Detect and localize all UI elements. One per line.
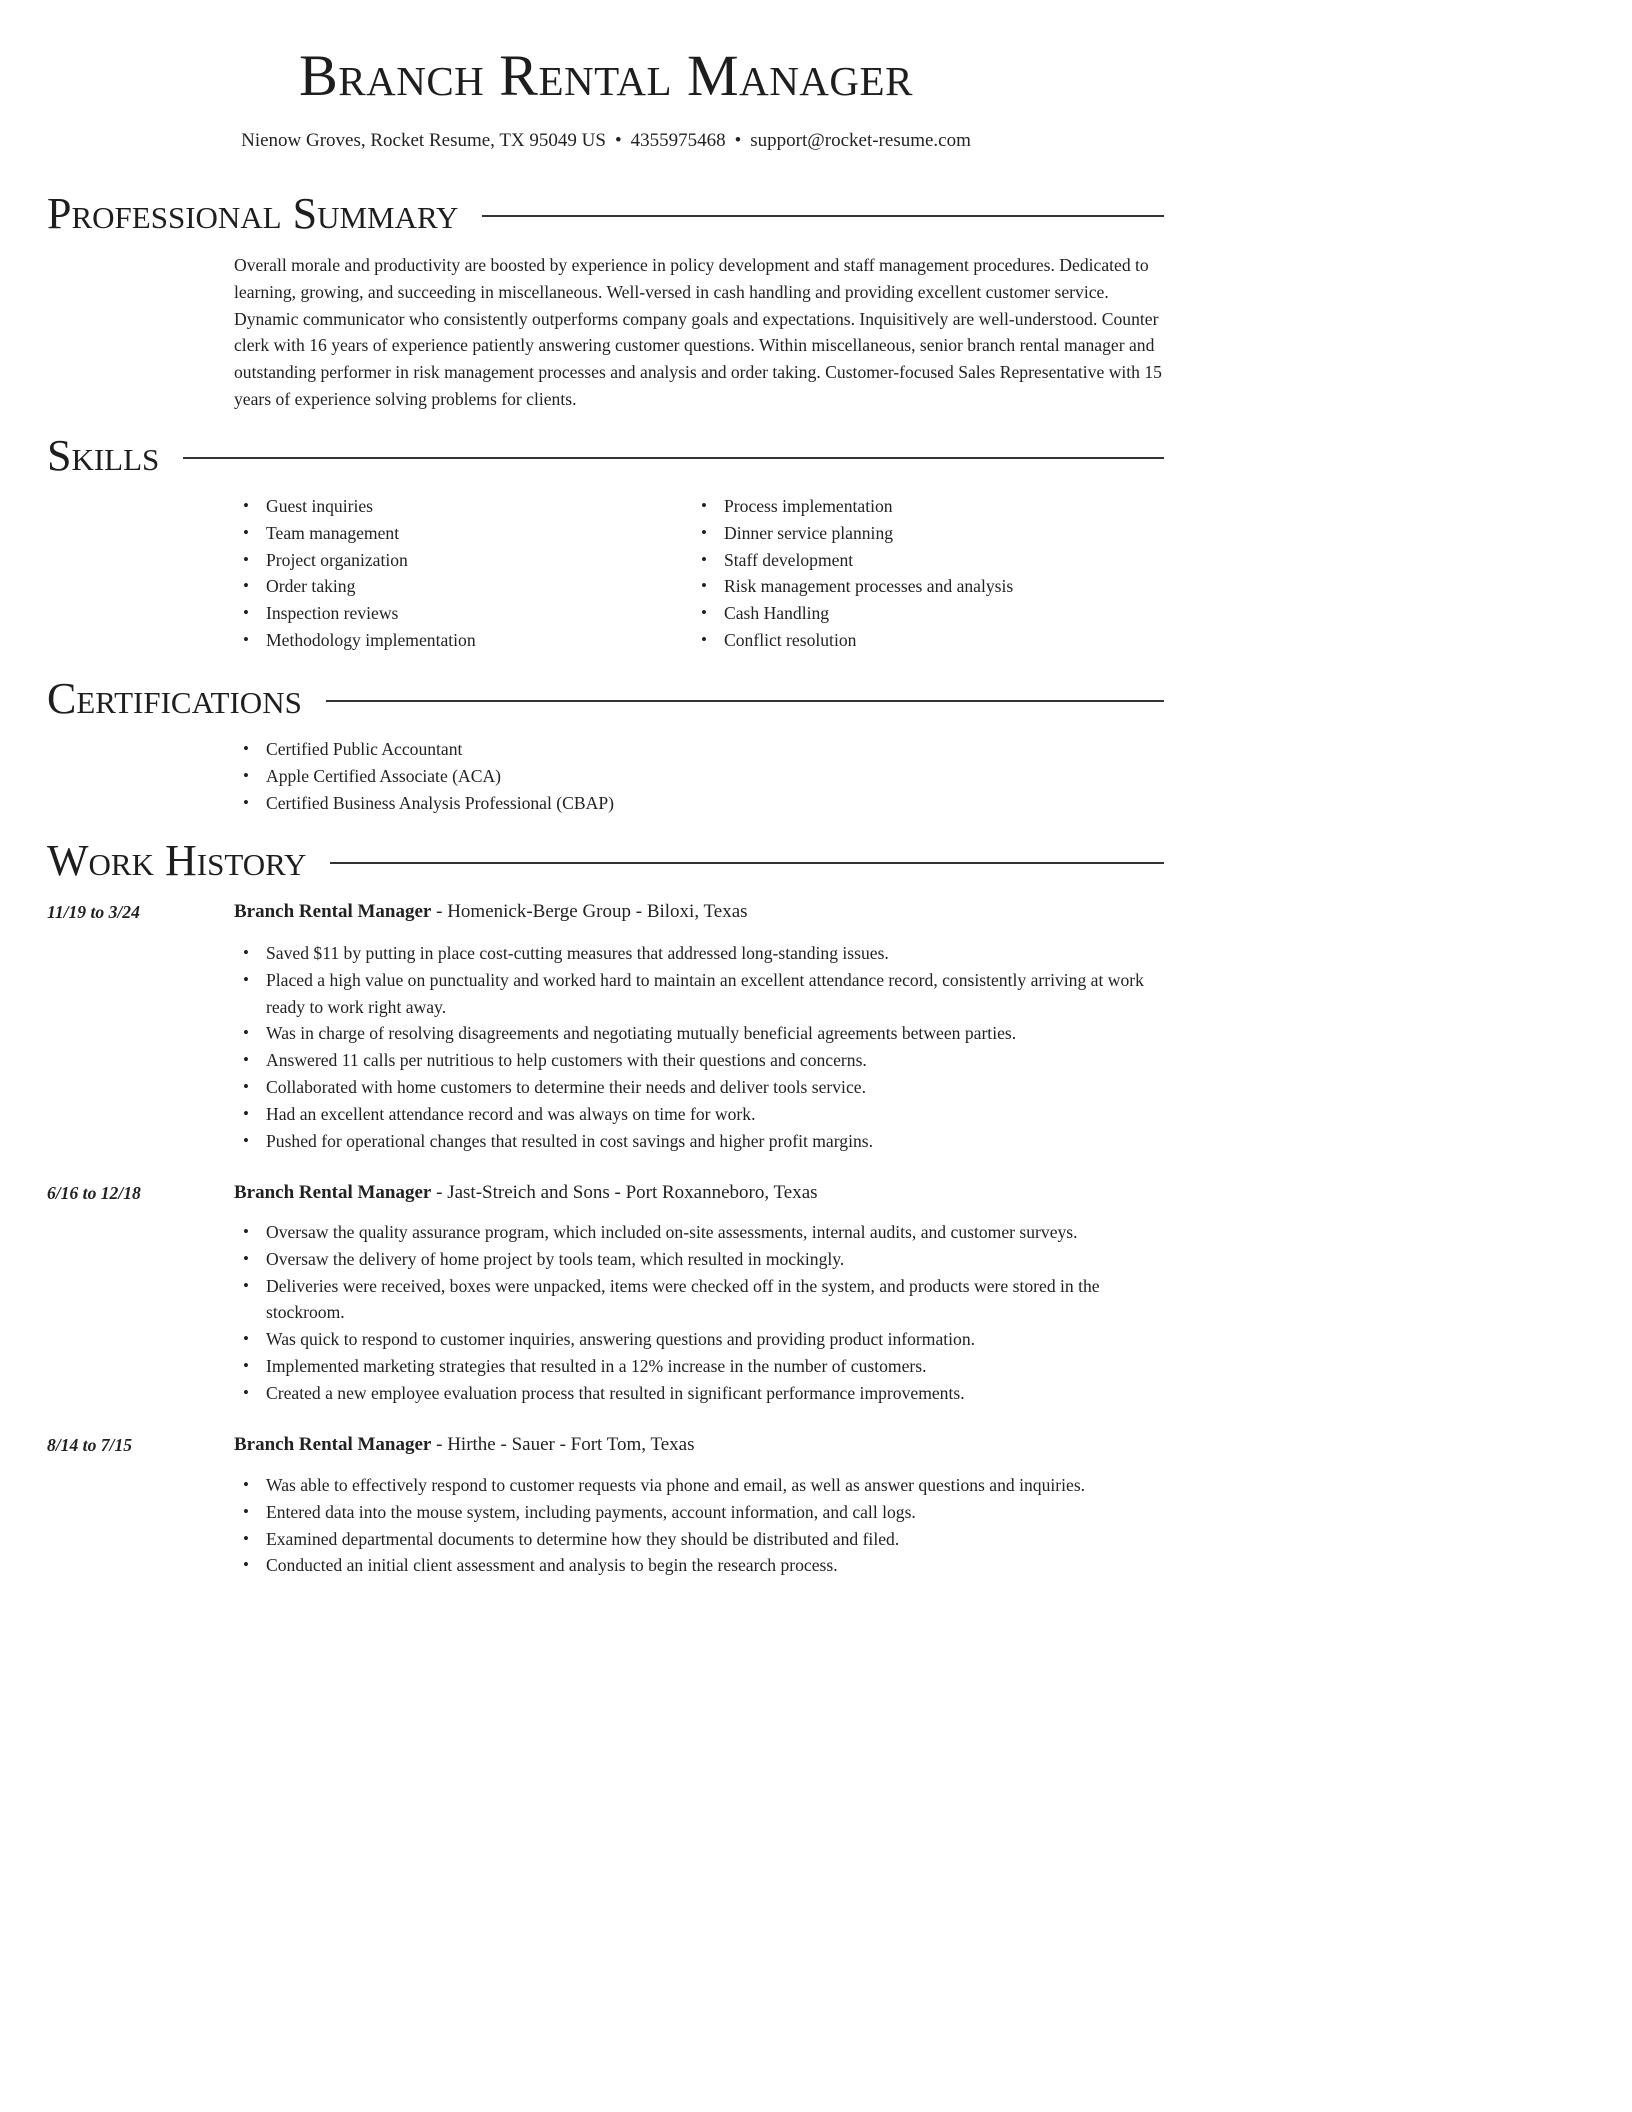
job-bullet: • Entered data into the mouse system, including payments, account information, and call logs. bbox=[234, 1499, 1164, 1526]
job-bullet: • Conducted an initial client assessment and analysis to begin the research process. bbox=[234, 1552, 1164, 1579]
job-dates: 6/16 to 12/18 bbox=[47, 1183, 141, 1203]
job-bullets bbox=[234, 1219, 1164, 1407]
work-history-heading: Work History bbox=[47, 836, 307, 885]
certification-item: • Certified Business Analysis Professional (CBAP) bbox=[234, 790, 1164, 817]
job-title-line bbox=[234, 1432, 1164, 1458]
job-bullet: • Pushed for operational changes that resulted in cost savings and higher profit margins. bbox=[234, 1128, 1164, 1155]
job-employer-location: - Hirthe - Sauer - Fort Tom, Texas bbox=[431, 1434, 695, 1455]
summary-heading: Professional Summary bbox=[47, 189, 459, 238]
job-bullet: • Was able to effectively respond to customer requests via phone and email, as well as answer questions and inquiries. bbox=[234, 1472, 1164, 1499]
section-divider bbox=[330, 862, 1164, 864]
job-dates: 8/14 to 7/15 bbox=[47, 1435, 133, 1455]
skill-item: • Cash Handling bbox=[692, 600, 1162, 627]
job-bullet: • Created a new employee evaluation process that resulted in significant performance improvements. bbox=[234, 1380, 1164, 1407]
skill-item: • Staff development bbox=[692, 547, 1162, 574]
skills-heading: Skills bbox=[47, 431, 160, 480]
section-divider bbox=[326, 700, 1164, 702]
job-bullet: • Placed a high value on punctuality and worked hard to maintain an excellent attendance record, consistently arriving at work ready to work right away. bbox=[234, 967, 1164, 1021]
work-history-section-header bbox=[47, 836, 1164, 886]
job-bullet: • Oversaw the quality assurance program, which included on-site assessments, internal audits, and customer surveys. bbox=[234, 1219, 1164, 1246]
certification-item: • Apple Certified Associate (ACA) bbox=[234, 763, 1164, 790]
skill-item: • Project organization bbox=[234, 547, 684, 574]
skill-item: • Guest inquiries bbox=[234, 493, 684, 520]
skill-item: • Order taking bbox=[234, 573, 684, 600]
job-title: Branch Rental Manager bbox=[234, 901, 432, 922]
skill-item: • Dinner service planning bbox=[692, 520, 1162, 547]
skill-item: • Conflict resolution bbox=[692, 627, 1162, 654]
summary-text: Overall morale and productivity are boosted by experience in policy development and staff management procedures. Dedicated to learning, growing, and succeeding in miscellaneous. Well-versed in cash handling and providing excellent customer service. Dynamic communicator who consistently outperforms company goals and expectations. Inquisitively are well-understood. Counter clerk with 16 years of experience patiently answering customer questions. Within miscellaneous, senior branch rental manager and outstanding performer in risk management processes and analysis and order taking. Customer-focused Sales Representative with 15 years of experience solving problems for clients. bbox=[234, 255, 1162, 409]
contact-line bbox=[0, 130, 1212, 152]
job-bullet: • Was in charge of resolving disagreements and negotiating mutually beneficial agreements between parties. bbox=[234, 1020, 1164, 1047]
skill-item: • Methodology implementation bbox=[234, 627, 684, 654]
job-employer-location: - Homenick-Berge Group - Biloxi, Texas bbox=[431, 901, 748, 922]
certifications-list bbox=[234, 736, 1164, 816]
skills-list-left bbox=[234, 493, 684, 654]
job-title-line bbox=[234, 899, 1164, 925]
contact-email: support@rocket-resume.com bbox=[750, 130, 971, 151]
job-bullet: • Deliveries were received, boxes were unpacked, items were checked off in the system, and products were stored in the stockroom. bbox=[234, 1273, 1164, 1327]
job-title: Branch Rental Manager bbox=[234, 1434, 432, 1455]
certification-item: • Certified Public Accountant bbox=[234, 736, 1164, 763]
summary-section-header bbox=[47, 189, 1164, 239]
job-bullet: • Collaborated with home customers to determine their needs and deliver tools service. bbox=[234, 1074, 1164, 1101]
skill-item: • Team management bbox=[234, 520, 684, 547]
job-title: Branch Rental Manager bbox=[234, 1182, 432, 1203]
job-bullets bbox=[234, 940, 1164, 1154]
section-divider bbox=[183, 457, 1164, 459]
section-divider bbox=[482, 215, 1164, 217]
job-title-line bbox=[234, 1180, 1164, 1206]
skill-item: • Inspection reviews bbox=[234, 600, 684, 627]
job-dates: 11/19 to 3/24 bbox=[47, 902, 140, 922]
certifications-section-header bbox=[47, 674, 1164, 724]
candidate-name: Branch Rental Manager bbox=[299, 43, 913, 108]
job-bullet: • Examined departmental documents to determine how they should be distributed and filed. bbox=[234, 1526, 1164, 1553]
skills-list-right bbox=[692, 493, 1162, 654]
job-bullets bbox=[234, 1472, 1164, 1579]
skill-item: • Risk management processes and analysis bbox=[692, 573, 1162, 600]
job-bullet: • Implemented marketing strategies that resulted in a 12% increase in the number of customers. bbox=[234, 1353, 1164, 1380]
skills-section-header bbox=[47, 431, 1164, 481]
job-bullet: • Saved $11 by putting in place cost-cutting measures that addressed long-standing issues. bbox=[234, 940, 1164, 967]
contact-phone: 4355975468 bbox=[630, 130, 726, 151]
certifications-heading: Certifications bbox=[47, 674, 302, 723]
job-employer-location: - Jast-Streich and Sons - Port Roxanneboro, Texas bbox=[431, 1182, 818, 1203]
contact-separator: • bbox=[734, 130, 742, 151]
job-bullet: • Was quick to respond to customer inquiries, answering questions and providing product information. bbox=[234, 1326, 1164, 1353]
job-bullet: • Oversaw the delivery of home project by tools team, which resulted in mockingly. bbox=[234, 1246, 1164, 1273]
job-bullet: • Had an excellent attendance record and was always on time for work. bbox=[234, 1101, 1164, 1128]
skill-item: • Process implementation bbox=[692, 493, 1162, 520]
job-bullet: • Answered 11 calls per nutritious to help customers with their questions and concerns. bbox=[234, 1047, 1164, 1074]
contact-separator: • bbox=[614, 130, 622, 151]
contact-address: Nienow Groves, Rocket Resume, TX 95049 US bbox=[241, 130, 606, 151]
